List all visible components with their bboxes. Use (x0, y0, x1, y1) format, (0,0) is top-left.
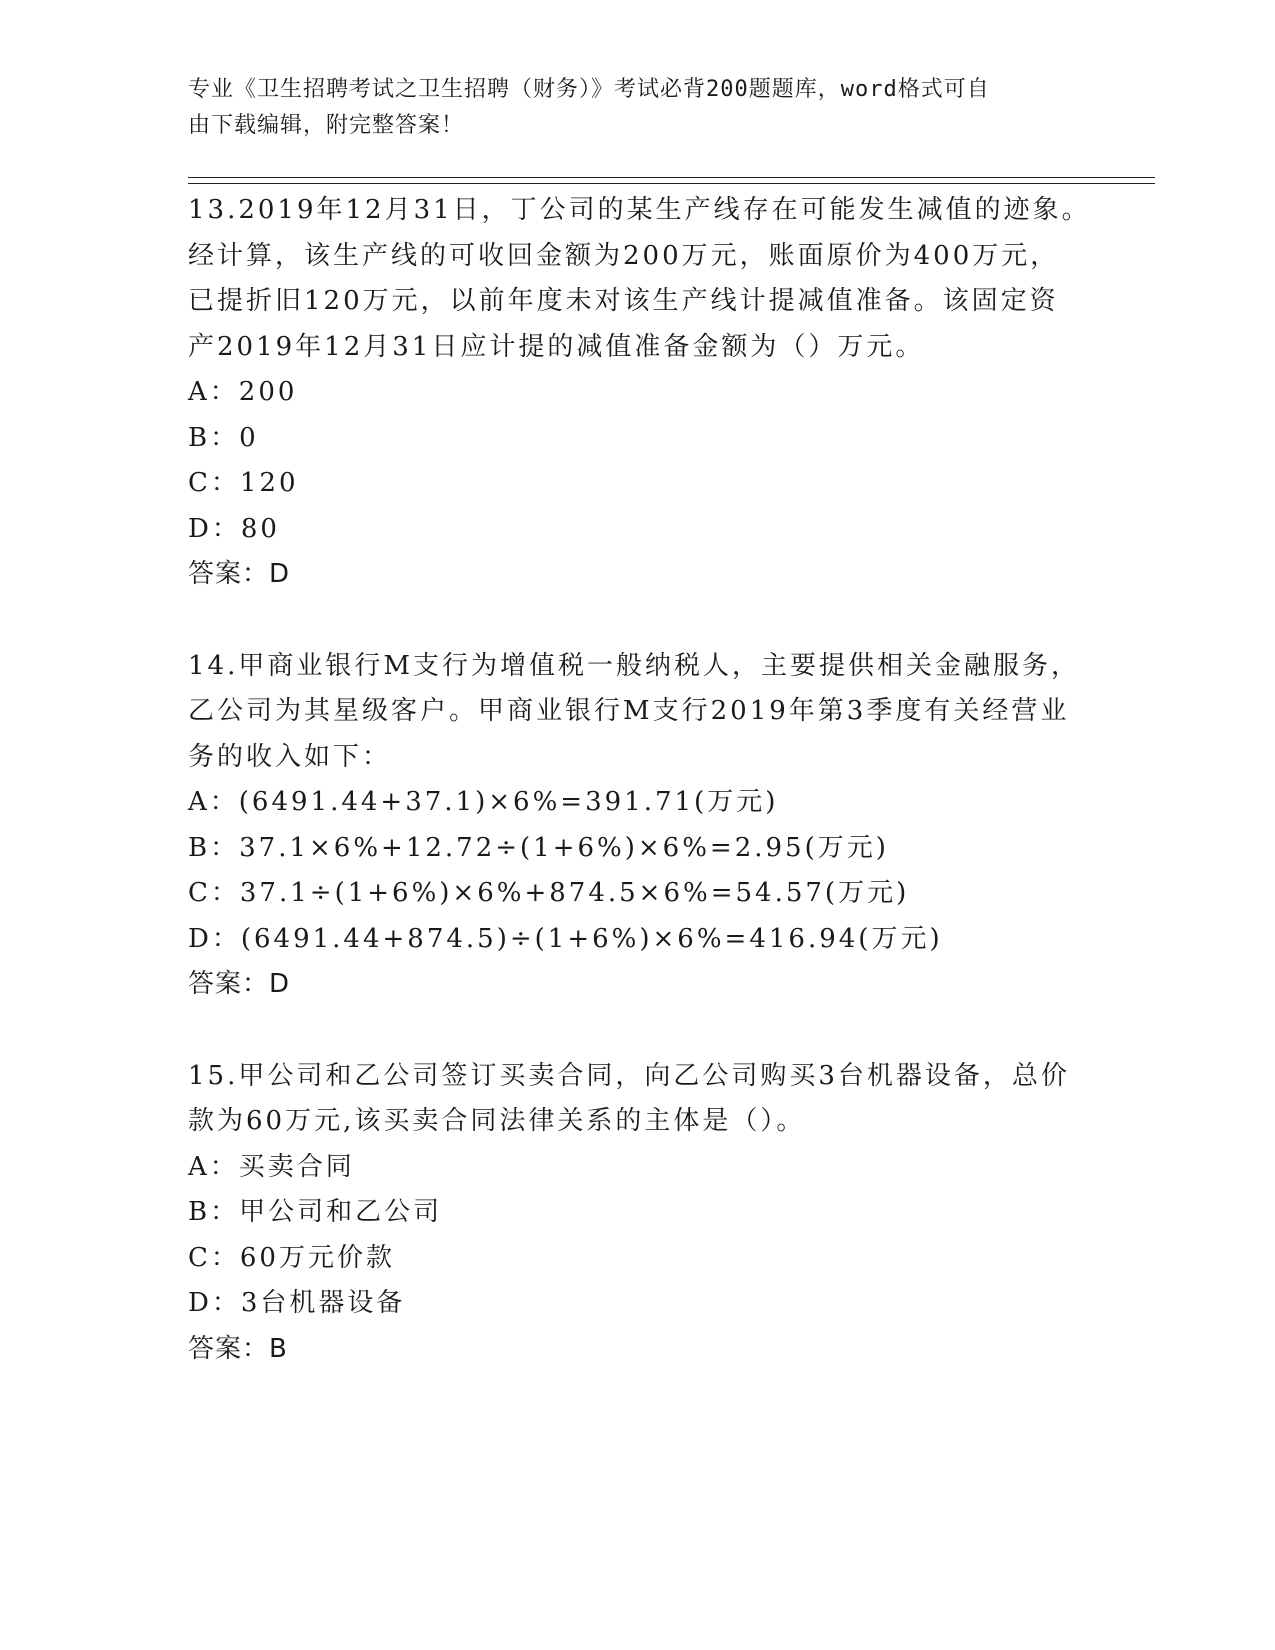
question-15 (188, 1054, 1088, 1373)
option-a: A：(6491.44+37.1)×6%=391.71(万元) (188, 787, 779, 817)
option-b: B：甲公司和乙公司 (188, 1197, 443, 1227)
answer-line: 答案：D (188, 559, 291, 589)
question-stem-line: 15.甲公司和乙公司签订买卖合同，向乙公司购买3台机器设备，总价 (188, 1060, 1070, 1091)
question-stem-line: 经计算，该生产线的可收回金额为200万元，账面原价为400万元， (188, 240, 1060, 271)
question-stem-line: 14.甲商业银行M支行为增值税一般纳税人，主要提供相关金融服务， (188, 650, 1080, 681)
option-d: D：3台机器设备 (188, 1288, 406, 1318)
option-c: C：60万元价款 (188, 1242, 395, 1273)
option-c: C：120 (188, 468, 299, 498)
question-14 (188, 644, 1088, 1008)
option-a: A：200 (188, 377, 298, 407)
header-rule-bottom (188, 183, 1155, 184)
answer-line: 答案：D (188, 969, 291, 999)
question-13 (188, 188, 1091, 598)
option-d: D：80 (188, 513, 280, 544)
question-stem-line: 产2019年12月31日应计提的减值准备金额为（）万元。 (188, 331, 925, 362)
option-b: B：0 (188, 422, 259, 453)
header-rule-top (188, 177, 1155, 178)
header-line-2: 由下载编辑，附完整答案！ (188, 113, 465, 138)
option-a: A：买卖合同 (188, 1151, 355, 1182)
option-b: B：37.1×6%+12.72÷(1+6%)×6%=2.95(万元) (188, 832, 889, 863)
question-spacer (188, 1008, 1088, 1054)
question-spacer (188, 598, 1088, 644)
question-stem-line: 13.2019年12月31日，丁公司的某生产线存在可能发生减值的迹象。 (188, 195, 1091, 225)
document-header (188, 72, 1088, 144)
question-stem-line: 款为60万元,该买卖合同法律关系的主体是（）。 (188, 1106, 806, 1136)
option-d: D：(6491.44+874.5)÷(1+6%)×6%=416.94(万元) (188, 923, 943, 954)
answer-line: 答案：B (188, 1333, 288, 1364)
question-stem-line: 务的收入如下： (188, 741, 392, 772)
question-list (188, 188, 1091, 1372)
question-stem-line: 已提折旧120万元，以前年度未对该生产线计提减值准备。该固定资 (188, 286, 1059, 316)
question-stem-line: 乙公司为其星级客户。甲商业银行M支行2019年第3季度有关经营业 (188, 696, 1070, 726)
option-c: C：37.1÷(1+6%)×6%+874.5×6%=54.57(万元) (188, 878, 910, 908)
header-line-1: 专业《卫生招聘考试之卫生招聘（财务）》考试必背200题题库，word格式可自 (188, 77, 990, 102)
